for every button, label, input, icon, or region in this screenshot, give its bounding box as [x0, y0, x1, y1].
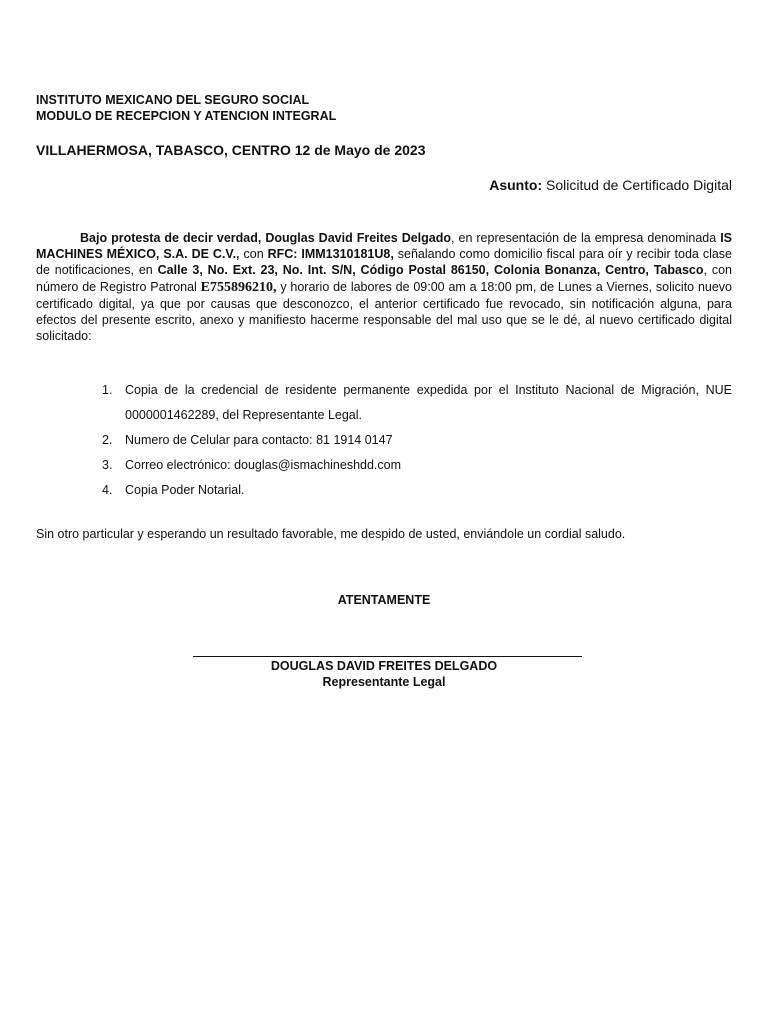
list-item [102, 478, 732, 503]
subject-label: Asunto: [489, 177, 543, 193]
closing-text: Sin otro particular y esperando un resultado favorable, me despido de usted, enviándole un cordial saludo. [36, 527, 626, 541]
list-number: 1. [102, 383, 113, 397]
signer-name: DOUGLAS DAVID FREITES DELGADO [270, 659, 498, 673]
signature-line [193, 656, 582, 657]
list-item [102, 453, 732, 478]
attachments-list [102, 378, 732, 503]
body-text: , con número de Registro Patronal [36, 263, 732, 294]
company-name: IS MACHINES MÉXICO, S.A. DE C.V., [36, 231, 732, 262]
body-text: con [239, 247, 268, 262]
list-number: 4. [102, 483, 113, 497]
header-institution: INSTITUTO MEXICANO DEL SEGURO SOCIAL [36, 93, 310, 107]
subject-line [489, 177, 732, 193]
list-text: Copia de la credencial de residente permanente expedida por el Instituto Nacional de Migración, NUE 0000001462289, del Representante Legal. [125, 383, 732, 422]
header-module: MODULO DE RECEPCION Y ATENCION INTEGRAL [36, 109, 337, 123]
atentamente-label: ATENTAMENTE [337, 593, 431, 607]
body-text: y horario de labores de 09:00 am a 18:00 pm, de Lunes a Viernes, solicito nuevo certificado digital, ya que por causas que desconozco, el anterior certificado fue revocado, sin notificación alguna, para efectos del presente escrito, anexo y manifiesto hacerme responsable del mal uso que se le dé, al nuevo certificado digital solicitado: [36, 279, 733, 344]
city-date: VILLAHERMOSA, TABASCO, CENTRO 12 de Mayo de 2023 [36, 142, 426, 158]
list-number: 3. [102, 458, 113, 472]
signer-role: Representante Legal [322, 675, 446, 689]
list-item [102, 378, 732, 428]
body-text: , en representación de la empresa denominada [451, 231, 721, 245]
body-paragraph [36, 230, 732, 344]
declarant-statement: Bajo protesta de decir verdad, Douglas David Freites Delgado [80, 231, 452, 245]
list-number: 2. [102, 433, 113, 447]
body-text: señalando como domicilio fiscal para oír y recibir toda clase de notificaciones, en [36, 247, 732, 278]
list-text: Correo electrónico: douglas@ismachineshdd.com [125, 458, 402, 472]
subject-text: Solicitud de Certificado Digital [546, 177, 732, 193]
registro-patronal: E755896210, [200, 279, 277, 295]
letter-header [36, 92, 336, 124]
company-rfc: RFC: IMM1310181U8, [267, 247, 394, 262]
fiscal-address: Calle 3, No. Ext. 23, No. Int. S/N, Código Postal 86150, Colonia Bonanza, Centro, Tabasco [157, 263, 704, 278]
list-text: Copia Poder Notarial. [125, 483, 245, 497]
list-text: Numero de Celular para contacto: 81 1914 0147 [125, 433, 393, 447]
list-item [102, 428, 732, 453]
